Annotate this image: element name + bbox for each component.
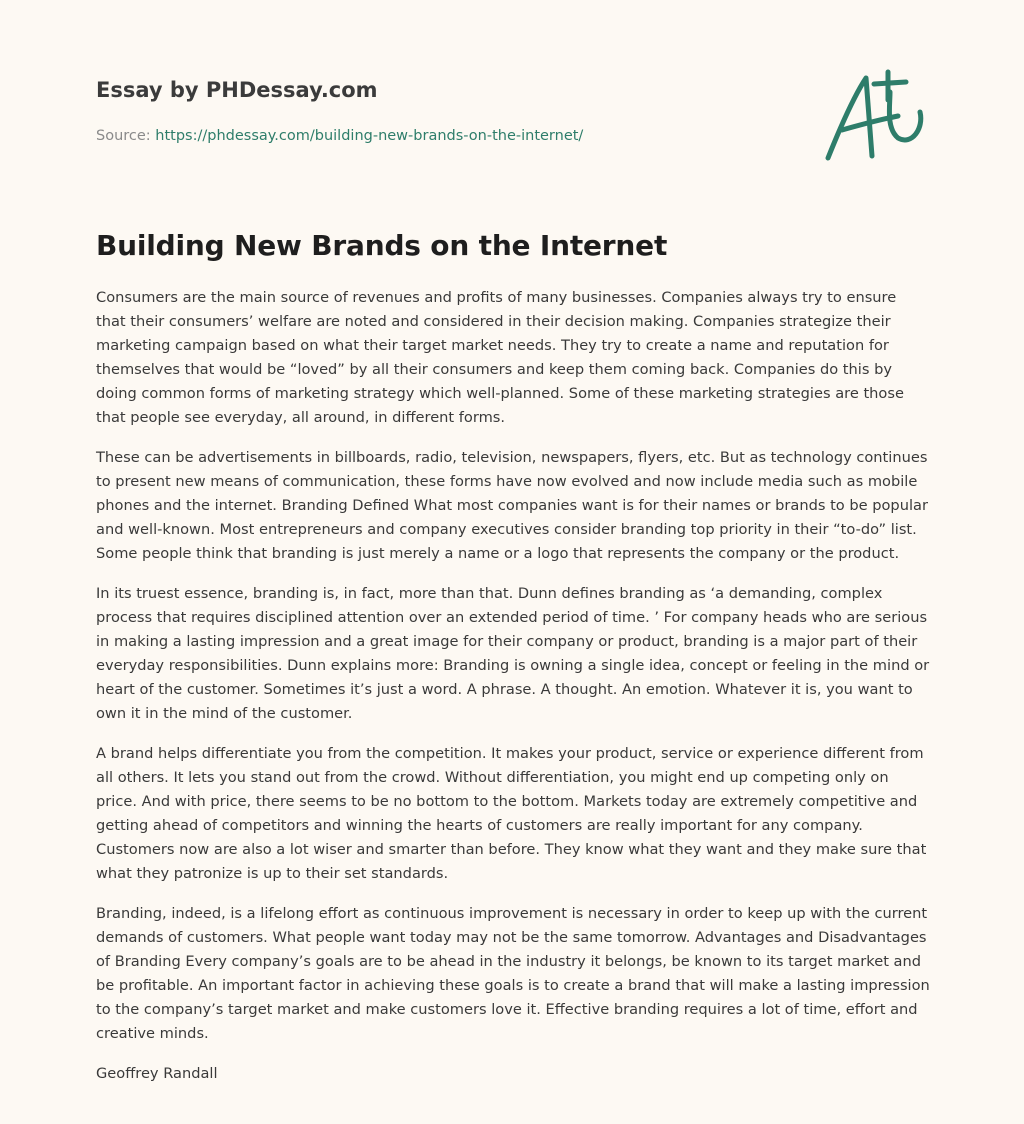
a-plus-logo-icon [820, 66, 930, 166]
essay-author: Geoffrey Randall [96, 1065, 218, 1082]
source-link[interactable]: https://phdessay.com/building-new-brands-on-the-internet/ [155, 128, 584, 144]
source-line [96, 126, 796, 146]
site-brand: Essay by PHDessay.com [96, 78, 378, 102]
page-header [96, 74, 796, 146]
essay-paragraph: A brand helps differentiate you from the competition. It makes your product, service or experience different from all others. It lets you stand out from the crowd. Without differentiation, you might end up competing only on price. And with price, there seems to be no bottom to the bottom. Markets today are extremely competitive and getting ahead of competitors and winning the hearts of customers are really important for any company. Customers now are also a lot wiser and smarter than before. They know what they want and they make sure that what they patronize is up to their set standards. [96, 745, 927, 882]
source-label: Source: [96, 128, 151, 144]
essay-paragraph: In its truest essence, branding is, in fact, more than that. Dunn defines branding as ‘a demanding, complex process that requires disciplined attention over an extended period of time. ’ For company heads who are serious in making a lasting impression and a great image for their company or product, branding is a major part of their everyday responsibilities. Dunn explains more: Branding is owning a single idea, concept or feeling in the mind or heart of the customer. Sometimes it’s just a word. A phrase. A thought. An emotion. Whatever it is, you want to own it in the mind of the customer. [96, 585, 930, 722]
essay-title: Building New Brands on the Internet [96, 229, 668, 262]
essay-paragraph: Branding, indeed, is a lifelong effort as continuous improvement is necessary in order to keep up with the current demands of customers. What people want today may not be the same tomorrow. Advantages and Disadvantages of Branding Every company’s goals are to be ahead in the industry it belongs, be known to its target market and be profitable. An important factor in achieving these goals is to create a brand that will make a lasting impression to the company’s target market and make customers love it. Effective branding requires a lot of time, effort and creative minds. [96, 905, 930, 1042]
essay-body [96, 286, 930, 1102]
essay-paragraph: These can be advertisements in billboards, radio, television, newspapers, flyers, etc. But as technology continues to present new means of communication, these forms have now evolved and now include media such as mobile phones and the internet. Branding Defined What most companies want is for their names or brands to be popular and well-known. Most entrepreneurs and company executives consider branding top priority in their “to-do” list. Some people think that branding is just merely a name or a logo that represents the company or the product. [96, 449, 928, 562]
essay-paragraph: Consumers are the main source of revenues and profits of many businesses. Companies always try to ensure that their consumers’ welfare are noted and considered in their decision making. Companies strategize their marketing campaign based on what their target market needs. They try to create a name and reputation for themselves that would be “loved” by all their consumers and keep them coming back. Companies do this by doing common forms of marketing strategy which well-planned. Some of these marketing strategies are those that people see everyday, all around, in different forms. [96, 289, 904, 426]
